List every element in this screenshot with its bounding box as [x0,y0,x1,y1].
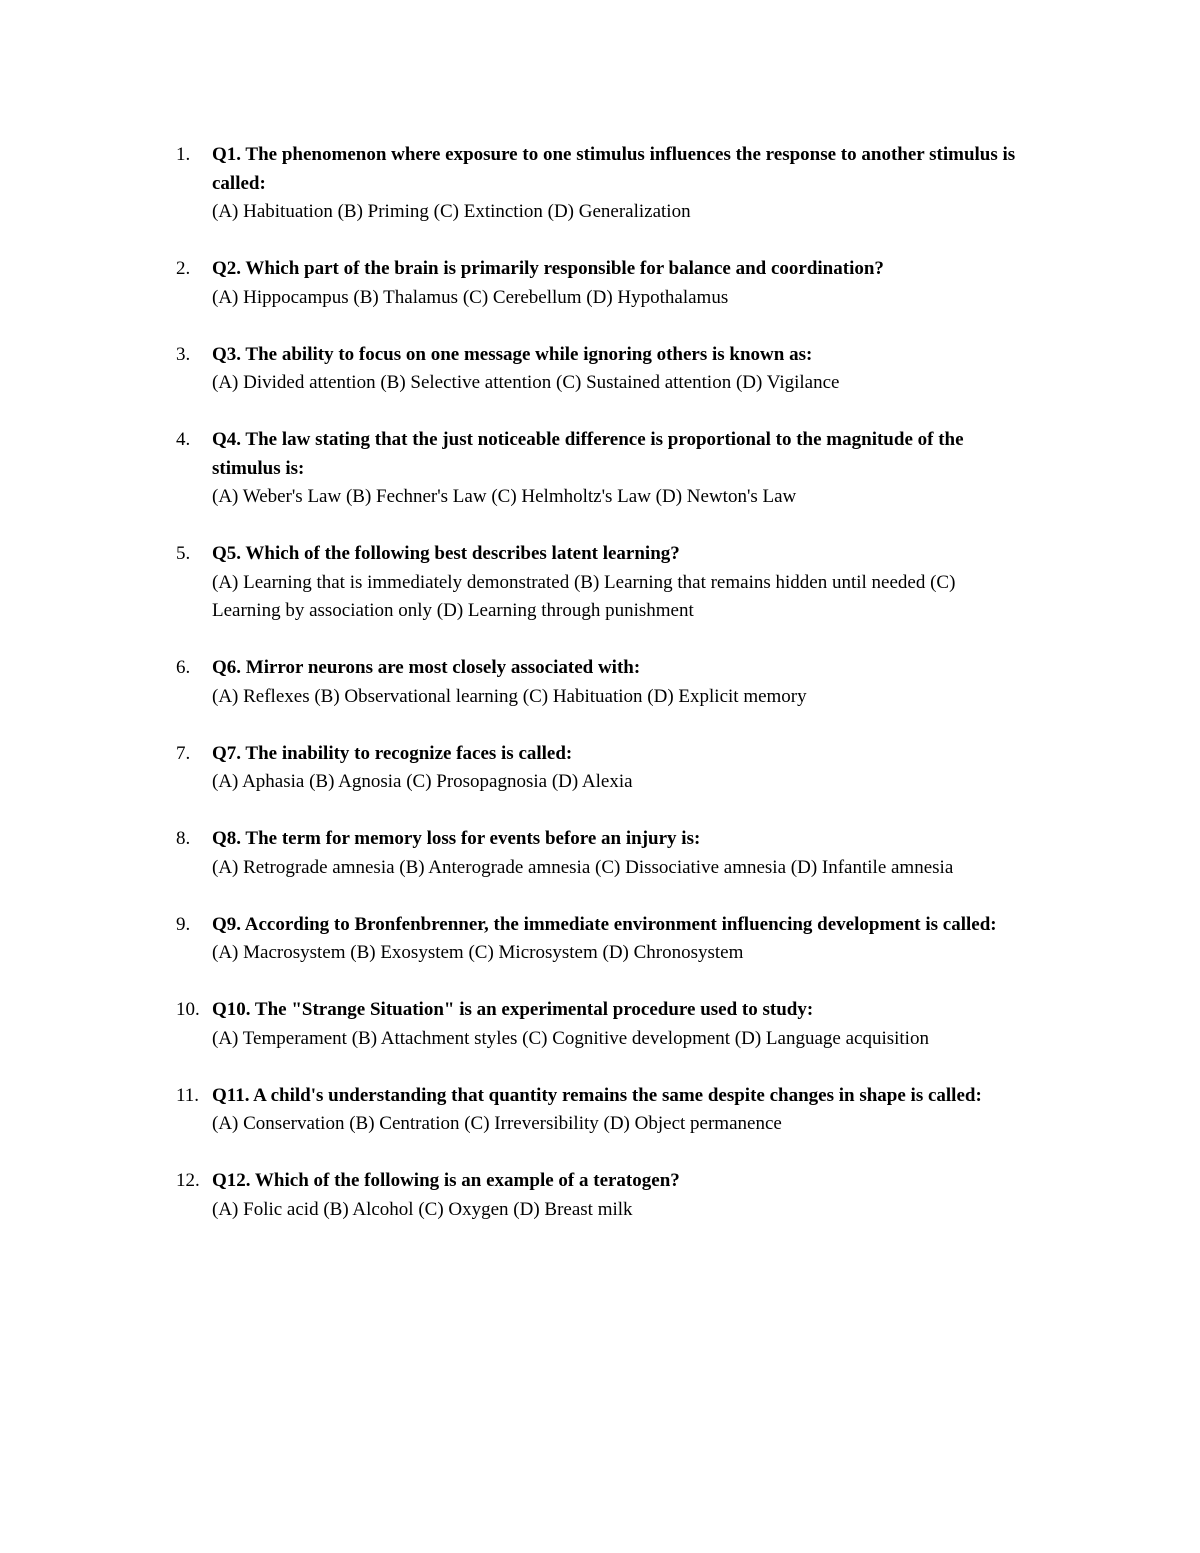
question-options: (A) Temperament (B) Attachment styles (C) Cognitive development (D) Language acquisition [212,1027,929,1049]
question-text: Q1. The phenomenon where exposure to one stimulus influences the response to another stimulus is called: [212,144,1016,194]
question-options: (A) Weber's Law (B) Fechner's Law (C) Helmholtz's Law (D) Newton's Law [212,486,797,507]
question-options: (A) Divided attention (B) Selective attention (C) Sustained attention (D) Vigilance [212,372,840,393]
question-options: (A) Retrograde amnesia (B) Anterograde amnesia (C) Dissociative amnesia (D) Infantile amnesia [212,856,954,878]
question-item-4 [0,426,1024,512]
question-options: (A) Conservation (B) Centration (C) Irreversibility (D) Object permanence [212,1113,782,1134]
question-options: (A) Hippocampus (B) Thalamus (C) Cerebellum (D) Hypothalamus [212,286,729,308]
question-text: Q8. The term for memory loss for events before an injury is: [212,828,701,849]
question-item-7 [0,740,1024,797]
question-options: (A) Macrosystem (B) Exosystem (C) Microsystem (D) Chronosystem [212,942,744,963]
question-text: Q6. Mirror neurons are most closely associated with: [212,657,641,678]
question-text: Q7. The inability to recognize faces is called: [212,742,573,764]
question-text: Q9. According to Bronfenbrenner, the immediate environment influencing development is called: [212,913,997,935]
question-options: (A) Aphasia (B) Agnosia (C) Prosopagnosia (D) Alexia [212,771,633,792]
question-number: 12. [176,1170,200,1191]
question-number: 3. [176,343,191,365]
question-item-6 [0,654,1024,711]
question-list [0,141,1200,1253]
question-options: (A) Folic acid (B) Alcohol (C) Oxygen (D) Breast milk [212,1198,633,1220]
question-number: 9. [176,913,191,935]
question-number: 2. [176,258,191,279]
question-text: Q10. The "Strange Situation" is an experimental procedure used to study: [212,999,814,1020]
question-item-3 [0,341,1024,398]
question-text: Q3. The ability to focus on one message while ignoring others is known as: [212,343,813,365]
question-item-9 [0,911,1024,968]
question-number: 4. [176,429,191,450]
question-text: Q12. Which of the following is an example of a teratogen? [212,1170,680,1191]
question-item-2 [0,255,1024,312]
question-options: (A) Learning that is immediately demonstrated (B) Learning that remains hidden until needed (C) Learning by association only (D) Learning through punishment [212,571,956,621]
question-item-1 [0,141,1024,227]
question-options: (A) Habituation (B) Priming (C) Extinction (D) Generalization [212,201,691,222]
question-number: 11. [176,1084,200,1106]
question-number: 8. [176,828,191,849]
question-number: 1. [176,144,191,165]
question-item-5 [0,540,1024,626]
question-item-11 [0,1082,1024,1139]
question-text: Q4. The law stating that the just noticeable difference is proportional to the magnitude of the stimulus is: [212,429,964,479]
question-item-10 [0,996,1024,1053]
question-number: 5. [176,543,191,564]
question-text: Q5. Which of the following best describes latent learning? [212,543,680,564]
question-item-12 [0,1167,1024,1224]
question-number: 10. [176,999,200,1020]
question-item-8 [0,825,1024,882]
question-text: Q11. A child's understanding that quantity remains the same despite changes in shape is called: [212,1084,982,1106]
question-options: (A) Reflexes (B) Observational learning (C) Habituation (D) Explicit memory [212,685,807,707]
question-text: Q2. Which part of the brain is primarily responsible for balance and coordination? [212,258,884,279]
question-number: 7. [176,742,191,764]
question-number: 6. [176,657,191,678]
